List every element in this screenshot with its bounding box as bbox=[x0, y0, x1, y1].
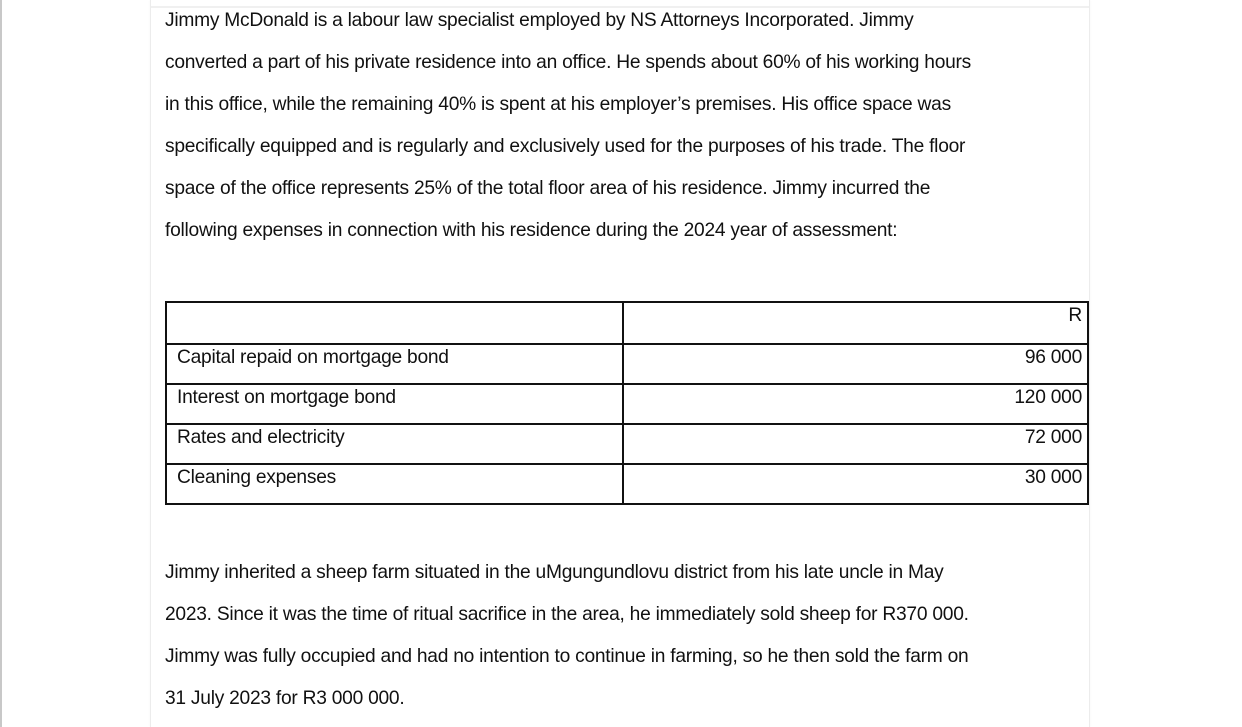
table-row bbox=[166, 464, 1088, 504]
intro-line: specifically equipped and is regularly and exclusively used for the purposes of his trade. The floor bbox=[165, 136, 966, 157]
table-row bbox=[166, 424, 1088, 464]
expense-label: Cleaning expenses bbox=[166, 464, 623, 504]
farm-line: 2023. Since it was the time of ritual sacrifice in the area, he immediately sold sheep for R370 000. bbox=[165, 604, 969, 625]
document-page bbox=[150, 0, 1090, 727]
expense-amount: 96 000 bbox=[623, 344, 1088, 384]
window-left-border bbox=[0, 0, 2, 727]
expenses-table bbox=[165, 301, 1089, 505]
table-header-row bbox=[166, 302, 1088, 344]
intro-line: converted a part of his private residence into an office. He spends about 60% of his working hours bbox=[165, 52, 972, 73]
intro-line: Jimmy McDonald is a labour law specialist employed by NS Attorneys Incorporated. Jimmy bbox=[165, 10, 914, 31]
expense-label: Interest on mortgage bond bbox=[166, 384, 623, 424]
expense-amount: 30 000 bbox=[623, 464, 1088, 504]
farm-line: 31 July 2023 for R3 000 000. bbox=[165, 688, 405, 709]
expense-label: Capital repaid on mortgage bond bbox=[166, 344, 623, 384]
intro-line: space of the office represents 25% of the total floor area of his residence. Jimmy incurred the bbox=[165, 178, 931, 199]
farm-line: Jimmy was fully occupied and had no intention to continue in farming, so he then sold the farm on bbox=[165, 646, 969, 667]
header-label-cell bbox=[166, 302, 623, 344]
intro-line: following expenses in connection with his residence during the 2024 year of assessment: bbox=[165, 220, 898, 241]
farm-paragraph bbox=[165, 552, 1085, 720]
table-row bbox=[166, 384, 1088, 424]
expense-label: Rates and electricity bbox=[166, 424, 623, 464]
intro-line: in this office, while the remaining 40% is spent at his employer’s premises. His office space was bbox=[165, 94, 951, 115]
table-row bbox=[166, 344, 1088, 384]
header-currency-cell: R bbox=[623, 302, 1088, 344]
expense-amount: 120 000 bbox=[623, 384, 1088, 424]
intro-paragraph bbox=[165, 0, 1085, 252]
farm-line: Jimmy inherited a sheep farm situated in the uMgungundlovu district from his late uncle in May bbox=[165, 562, 944, 583]
expense-amount: 72 000 bbox=[623, 424, 1088, 464]
